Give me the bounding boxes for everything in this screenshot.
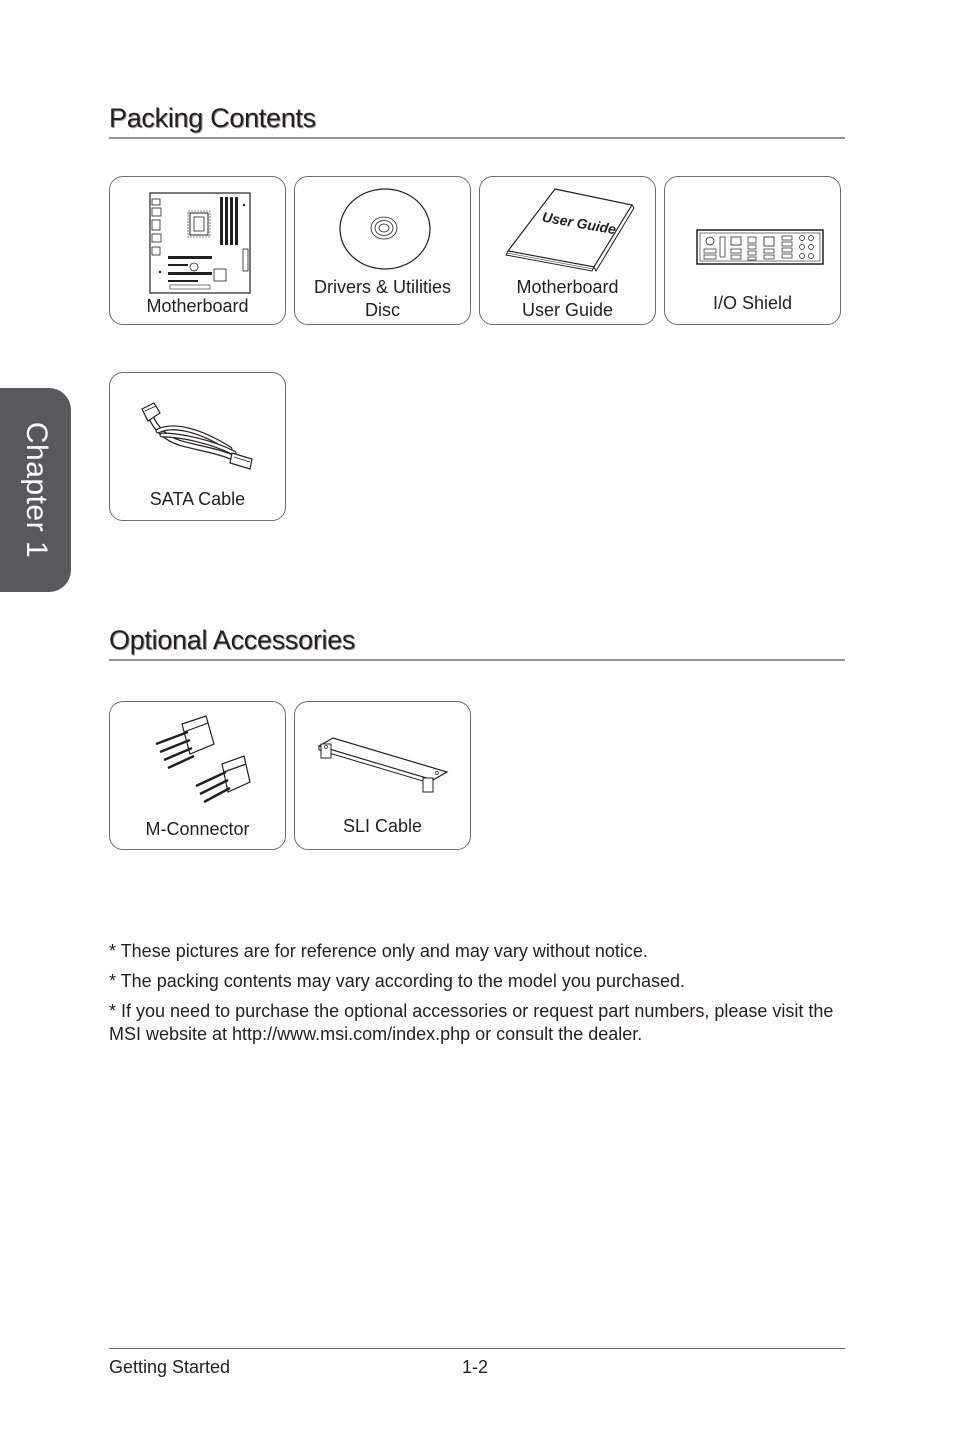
chapter-tab	[0, 388, 71, 592]
footer-rule	[109, 1348, 845, 1349]
disc-label-line2: Disc	[365, 300, 400, 320]
user-guide-cover-text: User Guide	[541, 208, 618, 238]
item-drivers-disc	[294, 176, 471, 325]
item-sata-cable	[109, 372, 286, 521]
io-shield-label: I/O Shield	[712, 293, 793, 313]
user-guide-label-line2: User Guide	[521, 300, 614, 320]
packing-contents-rule	[109, 137, 845, 139]
note-purchase-info: * If you need to purchase the optional accessories or request part numbers, please visit the MSI website at http://www.msi.com/index.php or consult the dealer.	[109, 1001, 834, 1044]
note-packing-varies: * The packing contents may vary according to the model you purchased.	[109, 971, 685, 991]
user-guide-label-line1: Motherboard	[516, 277, 619, 297]
sli-cable-label: SLI Cable	[342, 816, 423, 836]
notes	[109, 940, 849, 1053]
optional-accessories-title: Optional Accessories	[109, 625, 356, 655]
packing-contents-title: Packing Contents	[109, 103, 316, 133]
item-m-connector	[109, 701, 286, 850]
optional-accessories-rule	[109, 659, 845, 661]
motherboard-label: Motherboard	[146, 296, 249, 316]
m-connector-label: M-Connector	[145, 819, 250, 839]
item-sli-cable	[294, 701, 471, 850]
footer-section-name: Getting Started	[109, 1357, 231, 1377]
note-reference: * These pictures are for reference only and may vary without notice.	[109, 941, 648, 961]
footer-page-number: 1-2	[462, 1357, 489, 1377]
sata-cable-label: SATA Cable	[149, 489, 246, 509]
item-user-guide	[479, 176, 656, 325]
item-motherboard	[109, 176, 286, 325]
chapter-tab-label: Chapter 1	[19, 421, 53, 559]
disc-label-line1: Drivers & Utilities	[313, 277, 451, 297]
item-io-shield	[664, 176, 841, 325]
